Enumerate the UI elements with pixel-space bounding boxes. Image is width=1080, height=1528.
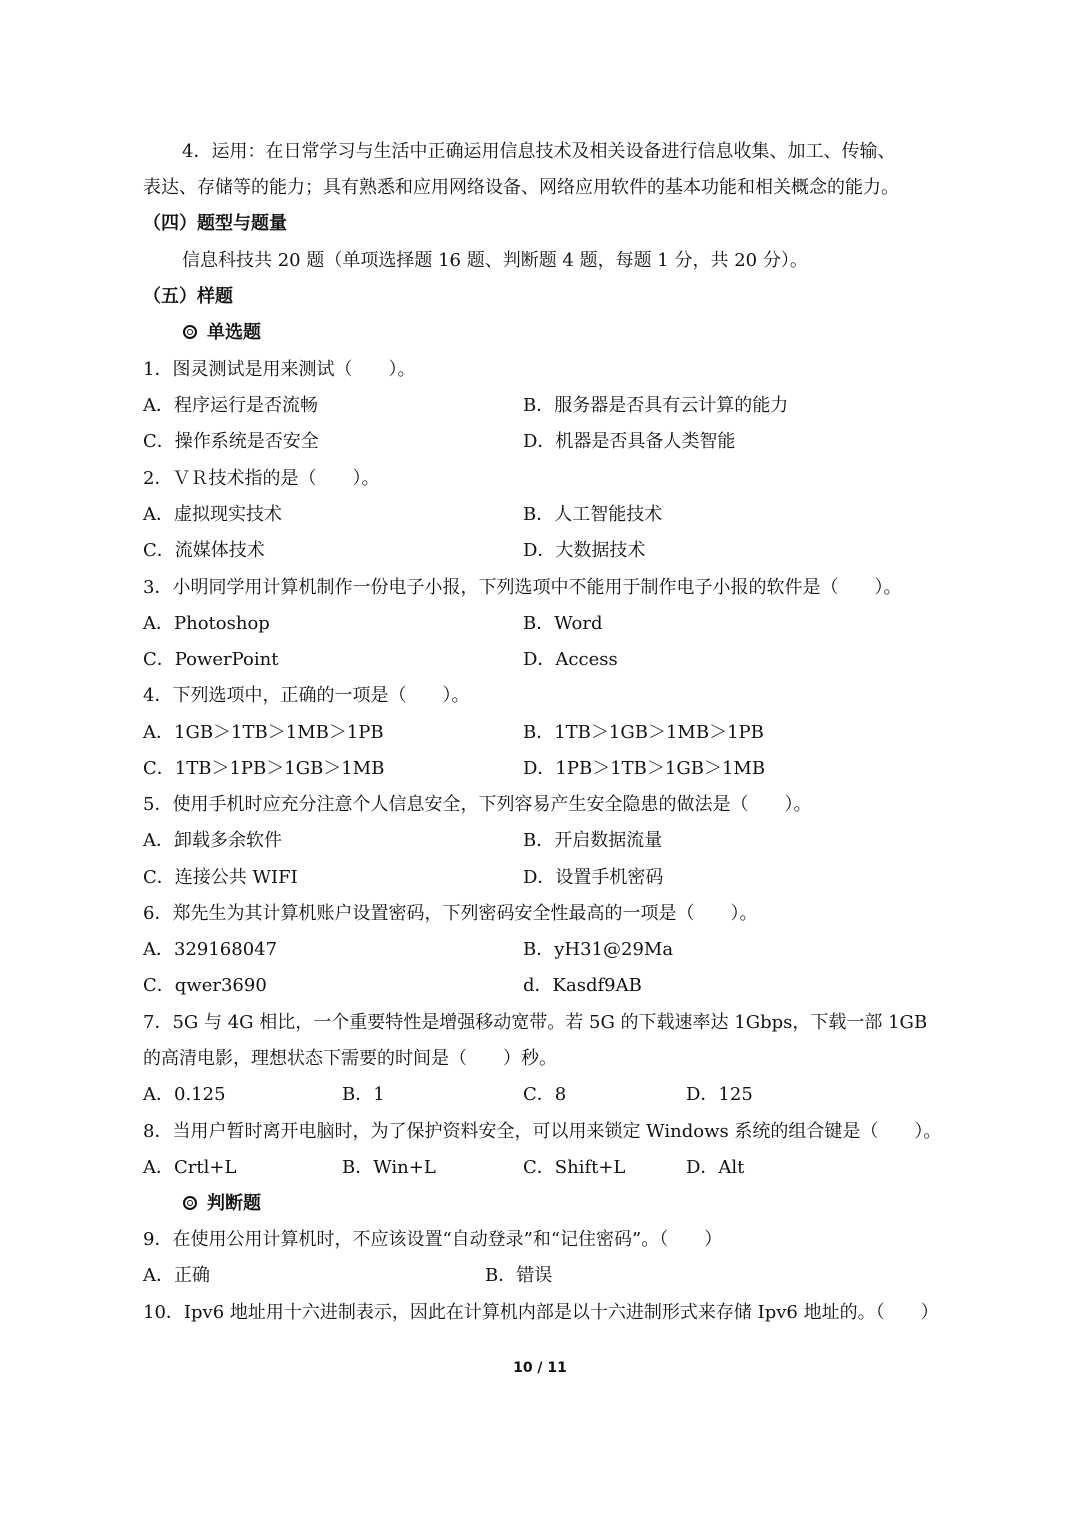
section-4-text: 信息科技共 20 题（单项选择题 16 题、判断题 4 题，每题 1 分，共 20 分）。 xyxy=(182,250,808,271)
question-8-stem: 8．当用户暂时离开电脑时，为了保护资料安全，可以用来锁定 Windows 系统的组合键是（ ）。 xyxy=(143,1121,942,1142)
question-8-option-a: A．Crtl+L xyxy=(143,1157,237,1178)
question-3-option-c: C．PowerPoint xyxy=(143,649,279,670)
single-choice-label: 单选题 xyxy=(207,322,261,343)
question-2-stem: 2．ＶＲ技术指的是（ ）。 xyxy=(143,468,380,489)
question-2-option-b: B．人工智能技术 xyxy=(523,504,663,525)
question-3-option-a: A．Photoshop xyxy=(143,613,270,634)
question-5-option-a: A．卸载多余软件 xyxy=(143,830,282,851)
question-2-option-c: C．流媒体技术 xyxy=(143,540,265,561)
page-number: 10 / 11 xyxy=(513,1360,567,1376)
question-4-option-a: A．1GB＞1TB＞1MB＞1PB xyxy=(143,722,384,743)
question-8-option-b: B．Win+L xyxy=(342,1157,436,1178)
question-4-option-c: C．1TB＞1PB＞1GB＞1MB xyxy=(143,758,385,779)
question-6-option-c: C．qwer3690 xyxy=(143,975,267,996)
question-1-stem: 1．图灵测试是用来测试（ ）。 xyxy=(143,359,416,380)
question-6-stem: 6．郑先生为其计算机账户设置密码，下列密码安全性最高的一项是（ ）。 xyxy=(143,903,758,924)
question-3-option-b: B．Word xyxy=(523,613,603,634)
question-7-stem-line-2: 的高清电影，理想状态下需要的时间是（ ）秒。 xyxy=(143,1048,557,1069)
double-circle-icon xyxy=(183,325,197,339)
question-10-stem: 10．Ipv6 地址用十六进制表示，因此在计算机内部是以十六进制形式来存储 Ipv6 地址的。（ ） xyxy=(143,1302,939,1323)
judgment-heading xyxy=(183,1186,988,1222)
question-7-option-c: C．8 xyxy=(523,1084,567,1105)
question-9-option-b: B．错误 xyxy=(485,1265,553,1286)
question-1-option-a: A．程序运行是否流畅 xyxy=(143,395,318,416)
question-5-stem: 5．使用手机时应充分注意个人信息安全，下列容易产生安全隐患的做法是（ ）。 xyxy=(143,794,812,815)
question-6-option-b: B．yH31@29Ma xyxy=(523,939,674,960)
question-7-stem-line-1: 7．5G 与 4G 相比，一个重要特性是增强移动宽带。若 5G 的下载速率达 1Gbps，下载一部 1GB xyxy=(143,1012,928,1033)
question-9-option-a: A．正确 xyxy=(143,1265,210,1286)
question-6-option-a: A．329168047 xyxy=(143,939,278,960)
question-2-option-a: A．虚拟现实技术 xyxy=(143,504,282,525)
question-4-option-d: D．1PB＞1TB＞1GB＞1MB xyxy=(523,758,766,779)
section-5-heading: （五）样题 xyxy=(143,286,233,307)
question-3-option-d: D．Access xyxy=(523,649,618,670)
section-4-heading: （四）题型与题量 xyxy=(143,213,287,234)
single-choice-heading xyxy=(183,315,988,351)
question-1-option-c: C．操作系统是否安全 xyxy=(143,431,319,452)
question-9-stem: 9．在使用公用计算机时，不应该设置“自动登录”和“记住密码”。（ ） xyxy=(143,1229,723,1250)
question-4-stem: 4．下列选项中，正确的一项是（ ）。 xyxy=(143,685,470,706)
question-7-option-b: B．1 xyxy=(342,1084,385,1105)
judgment-label: 判断题 xyxy=(207,1193,261,1214)
question-5-option-b: B．开启数据流量 xyxy=(523,830,663,851)
question-5-option-c: C．连接公共 WIFI xyxy=(143,867,298,888)
question-7-option-a: A．0.125 xyxy=(143,1084,226,1105)
question-3-stem: 3．小明同学用计算机制作一份电子小报，下列选项中不能用于制作电子小报的软件是（ ）。 xyxy=(143,577,902,598)
question-4-option-b: B．1TB＞1GB＞1MB＞1PB xyxy=(523,722,764,743)
question-7-option-d: D．125 xyxy=(686,1084,753,1105)
question-5-option-d: D．设置手机密码 xyxy=(523,867,664,888)
question-8-option-c: C．Shift+L xyxy=(523,1157,626,1178)
intro-line-2: 表达、存储等的能力；具有熟悉和应用网络设备、网络应用软件的基本功能和相关概念的能力。 xyxy=(143,177,899,198)
question-1-option-d: D．机器是否具备人类智能 xyxy=(523,431,736,452)
question-8-option-d: D．Alt xyxy=(686,1157,745,1178)
question-2-option-d: D．大数据技术 xyxy=(523,540,646,561)
double-circle-icon xyxy=(183,1196,197,1210)
intro-line-1: 4．运用：在日常学习与生活中正确运用信息技术及相关设备进行信息收集、加工、传输、 xyxy=(182,141,896,162)
question-6-option-d: d．Kasdf9AB xyxy=(523,975,642,996)
question-1-option-b: B．服务器是否具有云计算的能力 xyxy=(523,395,789,416)
